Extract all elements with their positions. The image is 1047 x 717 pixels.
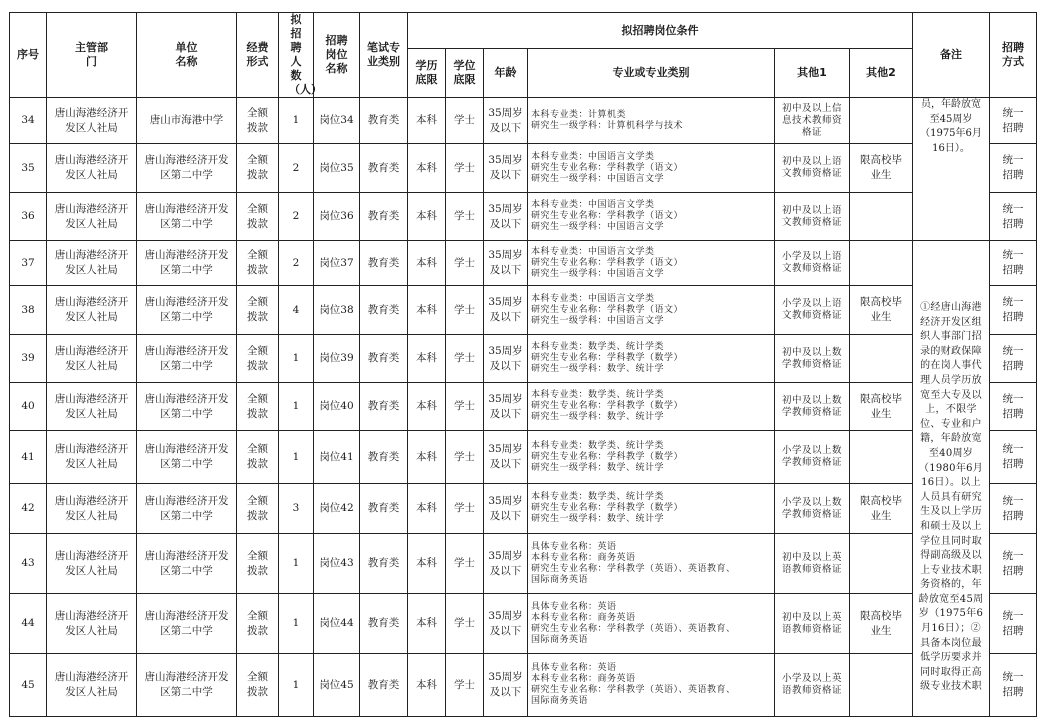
cell-seq: 45 (10, 654, 47, 717)
major-line: 研究生一级学科：数学、统计学 (531, 412, 665, 422)
cell-post: 岗位44 (314, 594, 360, 654)
cell-dept: 唐山海港经济开发区人社局 (47, 484, 137, 534)
cell-unit: 唐山海港经济开发区第二中学 (137, 431, 237, 484)
cell-major (528, 98, 775, 144)
cell-unit: 唐山海港经济开发区第二中学 (137, 594, 237, 654)
major-line: 研究生一级学科：计算机科学与技术 (531, 120, 684, 131)
major-line: 本科专业名称：商务英语 (531, 674, 636, 684)
cell-edu: 本科 (408, 98, 446, 144)
cell-edu: 本科 (408, 654, 446, 717)
cell-major (528, 241, 775, 286)
major-line: 研究生一级学科：数学、统计学 (531, 462, 665, 473)
cell-age: 35周岁及以下 (484, 193, 528, 241)
cell-other1: 小学及以上数学教师资格证 (775, 484, 850, 534)
cell-exam: 教育类 (360, 654, 408, 717)
cell-funding: 全额拨款 (237, 594, 279, 654)
cell-unit: 唐山海港经济开发区第二中学 (137, 383, 237, 431)
cell-exam: 教育类 (360, 335, 408, 383)
cell-funding: 全额拨款 (237, 241, 279, 286)
cell-age: 35周岁及以下 (484, 654, 528, 717)
major-line: 具体专业名称：英语 (531, 601, 617, 612)
cell-other1: 初中及以上英语教师资格证 (775, 594, 850, 654)
cell-major (528, 431, 775, 484)
cell-method: 统一招聘 (990, 534, 1037, 594)
cell-count: 2 (279, 193, 314, 241)
header-degree: 学位底限 (446, 49, 484, 98)
table-row (10, 534, 1037, 594)
cell-other1: 小学及以上语文教师资格证 (775, 286, 850, 335)
major-line: 国际商务英语 (531, 696, 589, 706)
cell-other1: 初中及以上信息技术教师资格证 (775, 98, 850, 144)
cell-unit: 唐山海港经济开发区第二中学 (137, 335, 237, 383)
cell-seq: 39 (10, 335, 47, 383)
header-other2: 其他2 (850, 49, 913, 98)
header-dept: 主管部门 (47, 13, 137, 98)
cell-other2: 限高校毕业生 (850, 383, 913, 431)
cell-seq: 44 (10, 594, 47, 654)
cell-major (528, 534, 775, 594)
major-line: 研究生一级学科：数学、统计学 (531, 514, 665, 524)
cell-other1: 初中及以上语文教师资格证 (775, 193, 850, 241)
table-row (10, 335, 1037, 383)
cell-count: 1 (279, 383, 314, 431)
major-line: 研究生专业名称：学科教学（英语）、英语教育、 (531, 563, 736, 574)
major-line: 研究生专业名称：学科教学（数学） (531, 401, 684, 411)
cell-funding: 全额拨款 (237, 335, 279, 383)
cell-edu: 本科 (408, 383, 446, 431)
cell-other2: 限高校毕业生 (850, 286, 913, 335)
cell-exam: 教育类 (360, 431, 408, 484)
header-major: 专业或专业类别 (528, 49, 775, 98)
cell-method: 统一招聘 (990, 484, 1037, 534)
header-method: 招聘方式 (990, 13, 1037, 98)
cell-other1: 初中及以上数学教师资格证 (775, 335, 850, 383)
cell-edu: 本科 (408, 144, 446, 193)
major-line: 国际商务英语 (531, 634, 589, 645)
cell-age: 35周岁及以下 (484, 335, 528, 383)
cell-major (528, 654, 775, 717)
cell-edu: 本科 (408, 484, 446, 534)
cell-edu: 本科 (408, 594, 446, 654)
cell-post: 岗位41 (314, 431, 360, 484)
major-line: 本科专业类：中国语言文学类 (531, 293, 655, 304)
cell-degree: 学士 (446, 654, 484, 717)
major-line: 研究生专业名称：学科教学（英语）、英语教育、 (531, 623, 736, 634)
cell-seq: 43 (10, 534, 47, 594)
cell-count: 4 (279, 286, 314, 335)
cell-major (528, 193, 775, 241)
cell-other2 (850, 98, 913, 144)
cell-exam: 教育类 (360, 98, 408, 144)
cell-unit: 唐山海港经济开发区第二中学 (137, 286, 237, 335)
cell-post: 岗位43 (314, 534, 360, 594)
major-line: 研究生专业名称：学科教学（数学） (531, 503, 684, 513)
cell-exam: 教育类 (360, 383, 408, 431)
cell-dept: 唐山海港经济开发区人社局 (47, 534, 137, 594)
cell-other2: 限高校毕业生 (850, 144, 913, 193)
cell-dept: 唐山海港经济开发区人社局 (47, 241, 137, 286)
major-line: 研究生专业名称：学科教学（语文） (531, 162, 684, 173)
major-line: 本科专业类：计算机类 (531, 109, 627, 120)
remark-top: 员，年龄放宽至45周岁（1975年6月16日）。 (913, 98, 990, 241)
table-row (10, 98, 1037, 144)
cell-degree: 学士 (446, 431, 484, 484)
cell-dept: 唐山海港经济开发区人社局 (47, 431, 137, 484)
cell-major (528, 144, 775, 193)
major-line: 具体专业名称：英语 (531, 663, 617, 673)
cell-funding: 全额拨款 (237, 144, 279, 193)
cell-exam: 教育类 (360, 241, 408, 286)
major-line: 本科专业类：中国语言文学类 (531, 151, 655, 162)
header-count: 拟招聘人数（人） (279, 13, 314, 98)
cell-method: 统一招聘 (990, 193, 1037, 241)
cell-dept: 唐山海港经济开发区人社局 (47, 594, 137, 654)
cell-funding: 全额拨款 (237, 383, 279, 431)
cell-age: 35周岁及以下 (484, 144, 528, 193)
cell-unit: 唐山海港经济开发区第二中学 (137, 534, 237, 594)
cell-degree: 学士 (446, 144, 484, 193)
cell-method: 统一招聘 (990, 383, 1037, 431)
cell-funding: 全额拨款 (237, 534, 279, 594)
cell-post: 岗位35 (314, 144, 360, 193)
cell-seq: 42 (10, 484, 47, 534)
major-line: 本科专业类：数学类、统计学类 (531, 492, 665, 502)
cell-method: 统一招聘 (990, 335, 1037, 383)
table-row (10, 193, 1037, 241)
cell-major (528, 484, 775, 534)
cell-seq: 38 (10, 286, 47, 335)
cell-post: 岗位36 (314, 193, 360, 241)
table-row (10, 241, 1037, 286)
table-row (10, 383, 1037, 431)
cell-other1: 初中及以上英语教师资格证 (775, 534, 850, 594)
major-line: 本科专业类：数学类、统计学类 (531, 390, 665, 400)
cell-post: 岗位37 (314, 241, 360, 286)
cell-degree: 学士 (446, 193, 484, 241)
cell-age: 35周岁及以下 (484, 241, 528, 286)
cell-post: 岗位42 (314, 484, 360, 534)
cell-unit: 唐山海港经济开发区第二中学 (137, 484, 237, 534)
cell-unit: 唐山海港经济开发区第二中学 (137, 193, 237, 241)
header-conditions: 拟招聘岗位条件 (408, 13, 913, 49)
cell-dept: 唐山海港经济开发区人社局 (47, 193, 137, 241)
cell-count: 1 (279, 431, 314, 484)
cell-edu: 本科 (408, 431, 446, 484)
table-body (10, 98, 1037, 717)
cell-age: 35周岁及以下 (484, 431, 528, 484)
cell-method: 统一招聘 (990, 144, 1037, 193)
cell-dept: 唐山海港经济开发区人社局 (47, 98, 137, 144)
cell-count: 1 (279, 98, 314, 144)
cell-seq: 40 (10, 383, 47, 431)
cell-dept: 唐山海港经济开发区人社局 (47, 383, 137, 431)
cell-funding: 全额拨款 (237, 431, 279, 484)
cell-dept: 唐山海港经济开发区人社局 (47, 654, 137, 717)
cell-method: 统一招聘 (990, 286, 1037, 335)
cell-count: 1 (279, 594, 314, 654)
cell-post: 岗位40 (314, 383, 360, 431)
cell-method: 统一招聘 (990, 594, 1037, 654)
cell-other1: 小学及以上英语教师资格证 (775, 654, 850, 717)
cell-other2 (850, 193, 913, 241)
remark-main: ①经唐山海港经济开发区组织人事部门招录的财政保障的在岗人事代理人员学历放宽至大专及以上，不限学位、专业和户籍，年龄放宽至40周岁（1980年6月16日）。以上人员具有研究生及以上学历和硕士及以上学位且同时取得副高级及以上专业技术职务资格的，年龄放宽至45周岁（1975年6月16日）；②具备本岗位最低学历要求并同时取得正高级专业技术职 (913, 241, 990, 717)
cell-funding: 全额拨款 (237, 484, 279, 534)
cell-edu: 本科 (408, 335, 446, 383)
table-row (10, 594, 1037, 654)
major-line: 研究生一级学科：中国语言文学 (531, 222, 665, 232)
cell-funding: 全额拨款 (237, 98, 279, 144)
major-line: 本科专业类：中国语言文学类 (531, 200, 655, 210)
cell-post: 岗位34 (314, 98, 360, 144)
cell-degree: 学士 (446, 335, 484, 383)
cell-exam: 教育类 (360, 484, 408, 534)
cell-other2 (850, 241, 913, 286)
cell-degree: 学士 (446, 534, 484, 594)
cell-degree: 学士 (446, 484, 484, 534)
cell-unit: 唐山市海港中学 (137, 98, 237, 144)
cell-degree: 学士 (446, 383, 484, 431)
cell-degree: 学士 (446, 241, 484, 286)
major-line: 研究生一级学科：中国语言文学 (531, 173, 665, 184)
cell-exam: 教育类 (360, 594, 408, 654)
cell-funding: 全额拨款 (237, 654, 279, 717)
cell-age: 35周岁及以下 (484, 383, 528, 431)
major-line: 本科专业类：数学类、统计学类 (531, 342, 665, 352)
cell-post: 岗位39 (314, 335, 360, 383)
header-funding: 经费形式 (237, 13, 279, 98)
cell-other2 (850, 431, 913, 484)
major-line: 研究生专业名称：学科教学（数学） (531, 353, 684, 363)
cell-post: 岗位38 (314, 286, 360, 335)
header-other1: 其他1 (775, 49, 850, 98)
major-line: 本科专业名称：商务英语 (531, 552, 636, 563)
cell-degree: 学士 (446, 594, 484, 654)
table-row (10, 431, 1037, 484)
cell-degree: 学士 (446, 286, 484, 335)
major-line: 研究生一级学科：中国语言文学 (531, 315, 665, 326)
cell-other2: 限高校毕业生 (850, 484, 913, 534)
cell-unit: 唐山海港经济开发区第二中学 (137, 654, 237, 717)
table-row (10, 144, 1037, 193)
major-line: 研究生一级学科：数学、统计学 (531, 364, 665, 374)
header-exam: 笔试专业类别 (360, 13, 408, 98)
cell-age: 35周岁及以下 (484, 534, 528, 594)
cell-method: 统一招聘 (990, 241, 1037, 286)
major-line: 具体专业名称：英语 (531, 541, 617, 552)
header-post: 招聘岗位名称 (314, 13, 360, 98)
cell-age: 35周岁及以下 (484, 286, 528, 335)
major-line: 本科专业类：数学类、统计学类 (531, 440, 665, 451)
cell-edu: 本科 (408, 241, 446, 286)
table-row (10, 484, 1037, 534)
cell-other2 (850, 534, 913, 594)
cell-edu: 本科 (408, 534, 446, 594)
header-remark: 备注 (913, 13, 990, 98)
cell-exam: 教育类 (360, 193, 408, 241)
cell-seq: 36 (10, 193, 47, 241)
cell-major (528, 594, 775, 654)
cell-edu: 本科 (408, 193, 446, 241)
cell-funding: 全额拨款 (237, 286, 279, 335)
major-line: 国际商务英语 (531, 574, 589, 585)
table-row (10, 654, 1037, 717)
cell-count: 3 (279, 484, 314, 534)
table-row (10, 286, 1037, 335)
cell-method: 统一招聘 (990, 654, 1037, 717)
cell-other2: 限高校毕业生 (850, 594, 913, 654)
cell-count: 2 (279, 144, 314, 193)
major-line: 研究生专业名称：学科教学（语文） (531, 211, 684, 221)
cell-age: 35周岁及以下 (484, 484, 528, 534)
header-age: 年龄 (484, 49, 528, 98)
cell-other1: 小学及以上数学教师资格证 (775, 431, 850, 484)
major-line: 研究生专业名称：学科教学（语文） (531, 257, 684, 268)
major-line: 研究生专业名称：学科教学（英语）、英语教育、 (531, 685, 736, 695)
cell-funding: 全额拨款 (237, 193, 279, 241)
major-line: 研究生专业名称：学科教学（语文） (531, 304, 684, 315)
cell-age: 35周岁及以下 (484, 98, 528, 144)
cell-method: 统一招聘 (990, 431, 1037, 484)
cell-post: 岗位45 (314, 654, 360, 717)
cell-other1: 初中及以上数学教师资格证 (775, 383, 850, 431)
cell-major (528, 383, 775, 431)
cell-major (528, 335, 775, 383)
cell-other2 (850, 335, 913, 383)
major-line: 研究生专业名称：学科教学（数学） (531, 451, 684, 462)
cell-count: 2 (279, 241, 314, 286)
cell-method: 统一招聘 (990, 98, 1037, 144)
header-seq: 序号 (10, 13, 47, 98)
header-unit: 单位名称 (137, 13, 237, 98)
cell-exam: 教育类 (360, 534, 408, 594)
cell-unit: 唐山海港经济开发区第二中学 (137, 241, 237, 286)
cell-edu: 本科 (408, 286, 446, 335)
recruitment-table (9, 12, 1037, 717)
cell-unit: 唐山海港经济开发区第二中学 (137, 144, 237, 193)
cell-major (528, 286, 775, 335)
major-line: 本科专业类：中国语言文学类 (531, 246, 655, 257)
cell-degree: 学士 (446, 98, 484, 144)
cell-dept: 唐山海港经济开发区人社局 (47, 335, 137, 383)
cell-other1: 初中及以上语文教师资格证 (775, 144, 850, 193)
cell-seq: 34 (10, 98, 47, 144)
cell-dept: 唐山海港经济开发区人社局 (47, 286, 137, 335)
major-line: 本科专业名称：商务英语 (531, 612, 636, 623)
cell-other1: 小学及以上语文教师资格证 (775, 241, 850, 286)
cell-seq: 41 (10, 431, 47, 484)
cell-count: 1 (279, 335, 314, 383)
cell-count: 1 (279, 534, 314, 594)
cell-seq: 37 (10, 241, 47, 286)
cell-exam: 教育类 (360, 144, 408, 193)
cell-seq: 35 (10, 144, 47, 193)
cell-exam: 教育类 (360, 286, 408, 335)
header-edu: 学历底限 (408, 49, 446, 98)
cell-dept: 唐山海港经济开发区人社局 (47, 144, 137, 193)
cell-count: 1 (279, 654, 314, 717)
cell-age: 35周岁及以下 (484, 594, 528, 654)
major-line: 研究生一级学科：中国语言文学 (531, 268, 665, 279)
cell-other2 (850, 654, 913, 717)
